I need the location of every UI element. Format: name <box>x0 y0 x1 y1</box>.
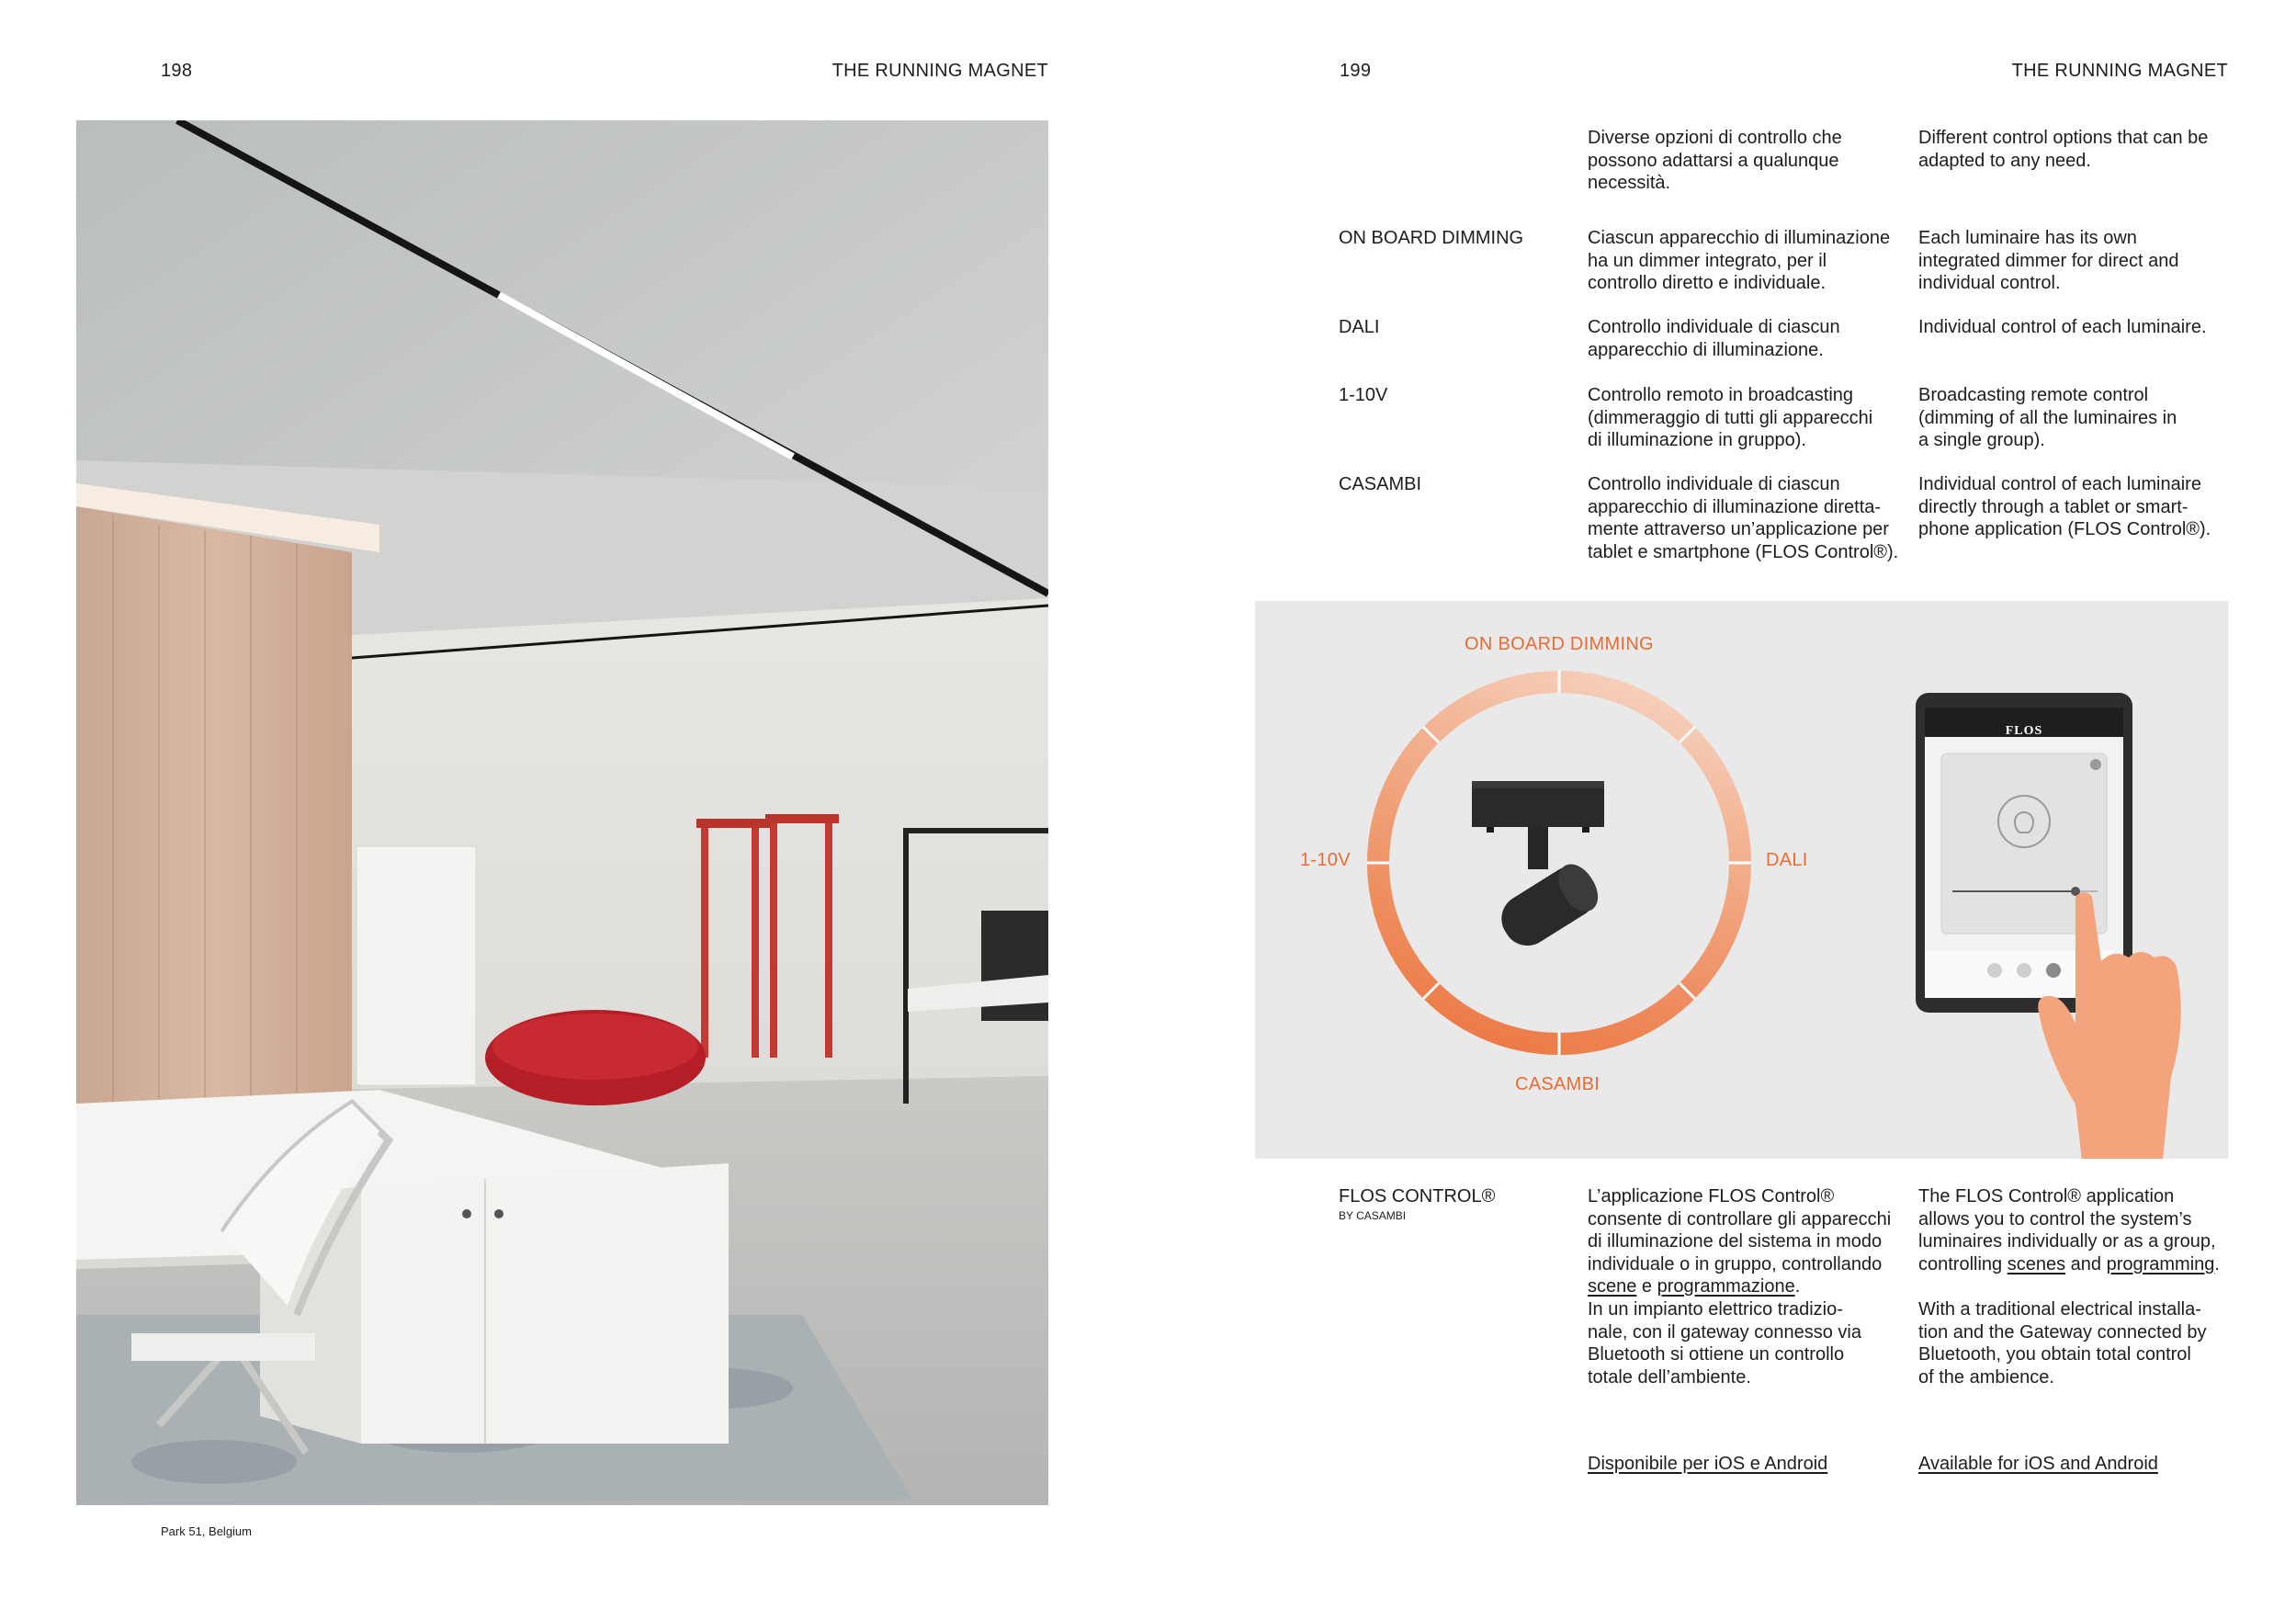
option-text-en: Broadcasting remote control (dimming of all the luminaires in a single group). <box>1918 385 2177 450</box>
option-text-it: Ciascun apparecchio di illuminazione ha un dimmer integrato, per il controllo diretto e individuale. <box>1588 228 1891 293</box>
left-page-number: 198 <box>161 61 193 81</box>
flos-control-text-en-2: With a traditional electrical installa- tion and the Gateway connected by Bluetooth, you obtain total control of the ambience. <box>1918 1299 2207 1388</box>
intro-text-it: Diverse opzioni di controllo che possono adattarsi a qualunque necessità. <box>1588 128 1842 193</box>
option-label-1-10v: 1-10V <box>1339 385 1388 405</box>
option-text-en: Individual control of each luminaire. <box>1918 317 2207 337</box>
control-options-diagram <box>1255 601 2228 1159</box>
flos-control-subtitle: BY CASAMBI <box>1339 1209 1407 1222</box>
photo-caption: Park 51, Belgium <box>161 1524 252 1538</box>
office-interior-photo <box>76 120 1048 1505</box>
flos-control-text-it <box>1588 1185 1909 1298</box>
conjunction-text: and <box>2065 1253 2107 1274</box>
option-text-en: Individual control of each luminaire directly through a tablet or smart- phone application (FLOS Control®). <box>1918 474 2211 539</box>
option-label-on-board-dimming: ON BOARD DIMMING <box>1339 228 1524 248</box>
option-text-it: Controllo individuale di ciascun apparecchio di illuminazione. <box>1588 317 1840 360</box>
diagram-label-casambi: CASAMBI <box>1515 1074 1600 1094</box>
left-running-title: THE RUNNING MAGNET <box>831 61 1048 81</box>
control-ring-graphic <box>1255 601 2228 1159</box>
availability-link-it[interactable]: Disponibile per iOS e Android <box>1588 1454 1828 1474</box>
option-text-en: Each luminaire has its own integrated dimmer for direct and individual control. <box>1918 228 2179 293</box>
diagram-label-1-10v: 1-10V <box>1300 850 1351 870</box>
programming-link[interactable]: programming <box>2106 1253 2215 1274</box>
option-label-casambi: CASAMBI <box>1339 474 1422 494</box>
flos-control-text-it-2: In un impianto elettrico tradizio- nale, con il gateway connesso via Bluetooth si ottiene un controllo totale dell’ambiente. <box>1588 1299 1861 1388</box>
right-page-number: 199 <box>1340 61 1372 81</box>
diagram-label-dali: DALI <box>1766 850 1808 870</box>
scene-link[interactable]: scene <box>1588 1276 1637 1297</box>
flos-control-en-paragraph: The FLOS Control® application allows you to control the system’s luminaires individually or as a group, controlling <box>1918 1186 2216 1274</box>
scenes-link[interactable]: scenes <box>2007 1253 2066 1274</box>
flos-control-it-paragraph: L’applicazione FLOS Control® consente di controllare gli apparecchi di illuminazione del sistema in modo individuale o in gruppo, controllando <box>1588 1186 1892 1274</box>
period-text: . <box>2214 1253 2220 1274</box>
flos-control-text-en <box>1918 1185 2235 1275</box>
diagram-label-on-board-dimming: ON BOARD DIMMING <box>1465 634 1654 654</box>
spotlight-icon <box>1472 781 1605 955</box>
intro-text-en: Different control options that can be adapted to any need. <box>1918 128 2209 171</box>
tablet-brand-logo: FLOS <box>2005 724 2043 738</box>
conjunction-text: e <box>1636 1276 1657 1297</box>
option-text-it: Controllo remoto in broadcasting (dimmeraggio di tutti gli apparecchi di illuminazione in gruppo). <box>1588 385 1873 450</box>
option-label-dali: DALI <box>1339 317 1380 337</box>
period-text: . <box>1794 1276 1801 1297</box>
option-text-it: Controllo individuale di ciascun apparecchio di illuminazione diretta- mente attraverso un’applicazione per tablet e smartphone (FLOS Control®). <box>1588 474 1899 562</box>
availability-link-en[interactable]: Available for iOS and Android <box>1918 1454 2158 1474</box>
flos-control-title: FLOS CONTROL® <box>1339 1186 1496 1207</box>
programmazione-link[interactable]: programmazione <box>1657 1276 1795 1297</box>
right-running-title: THE RUNNING MAGNET <box>2011 61 2228 81</box>
